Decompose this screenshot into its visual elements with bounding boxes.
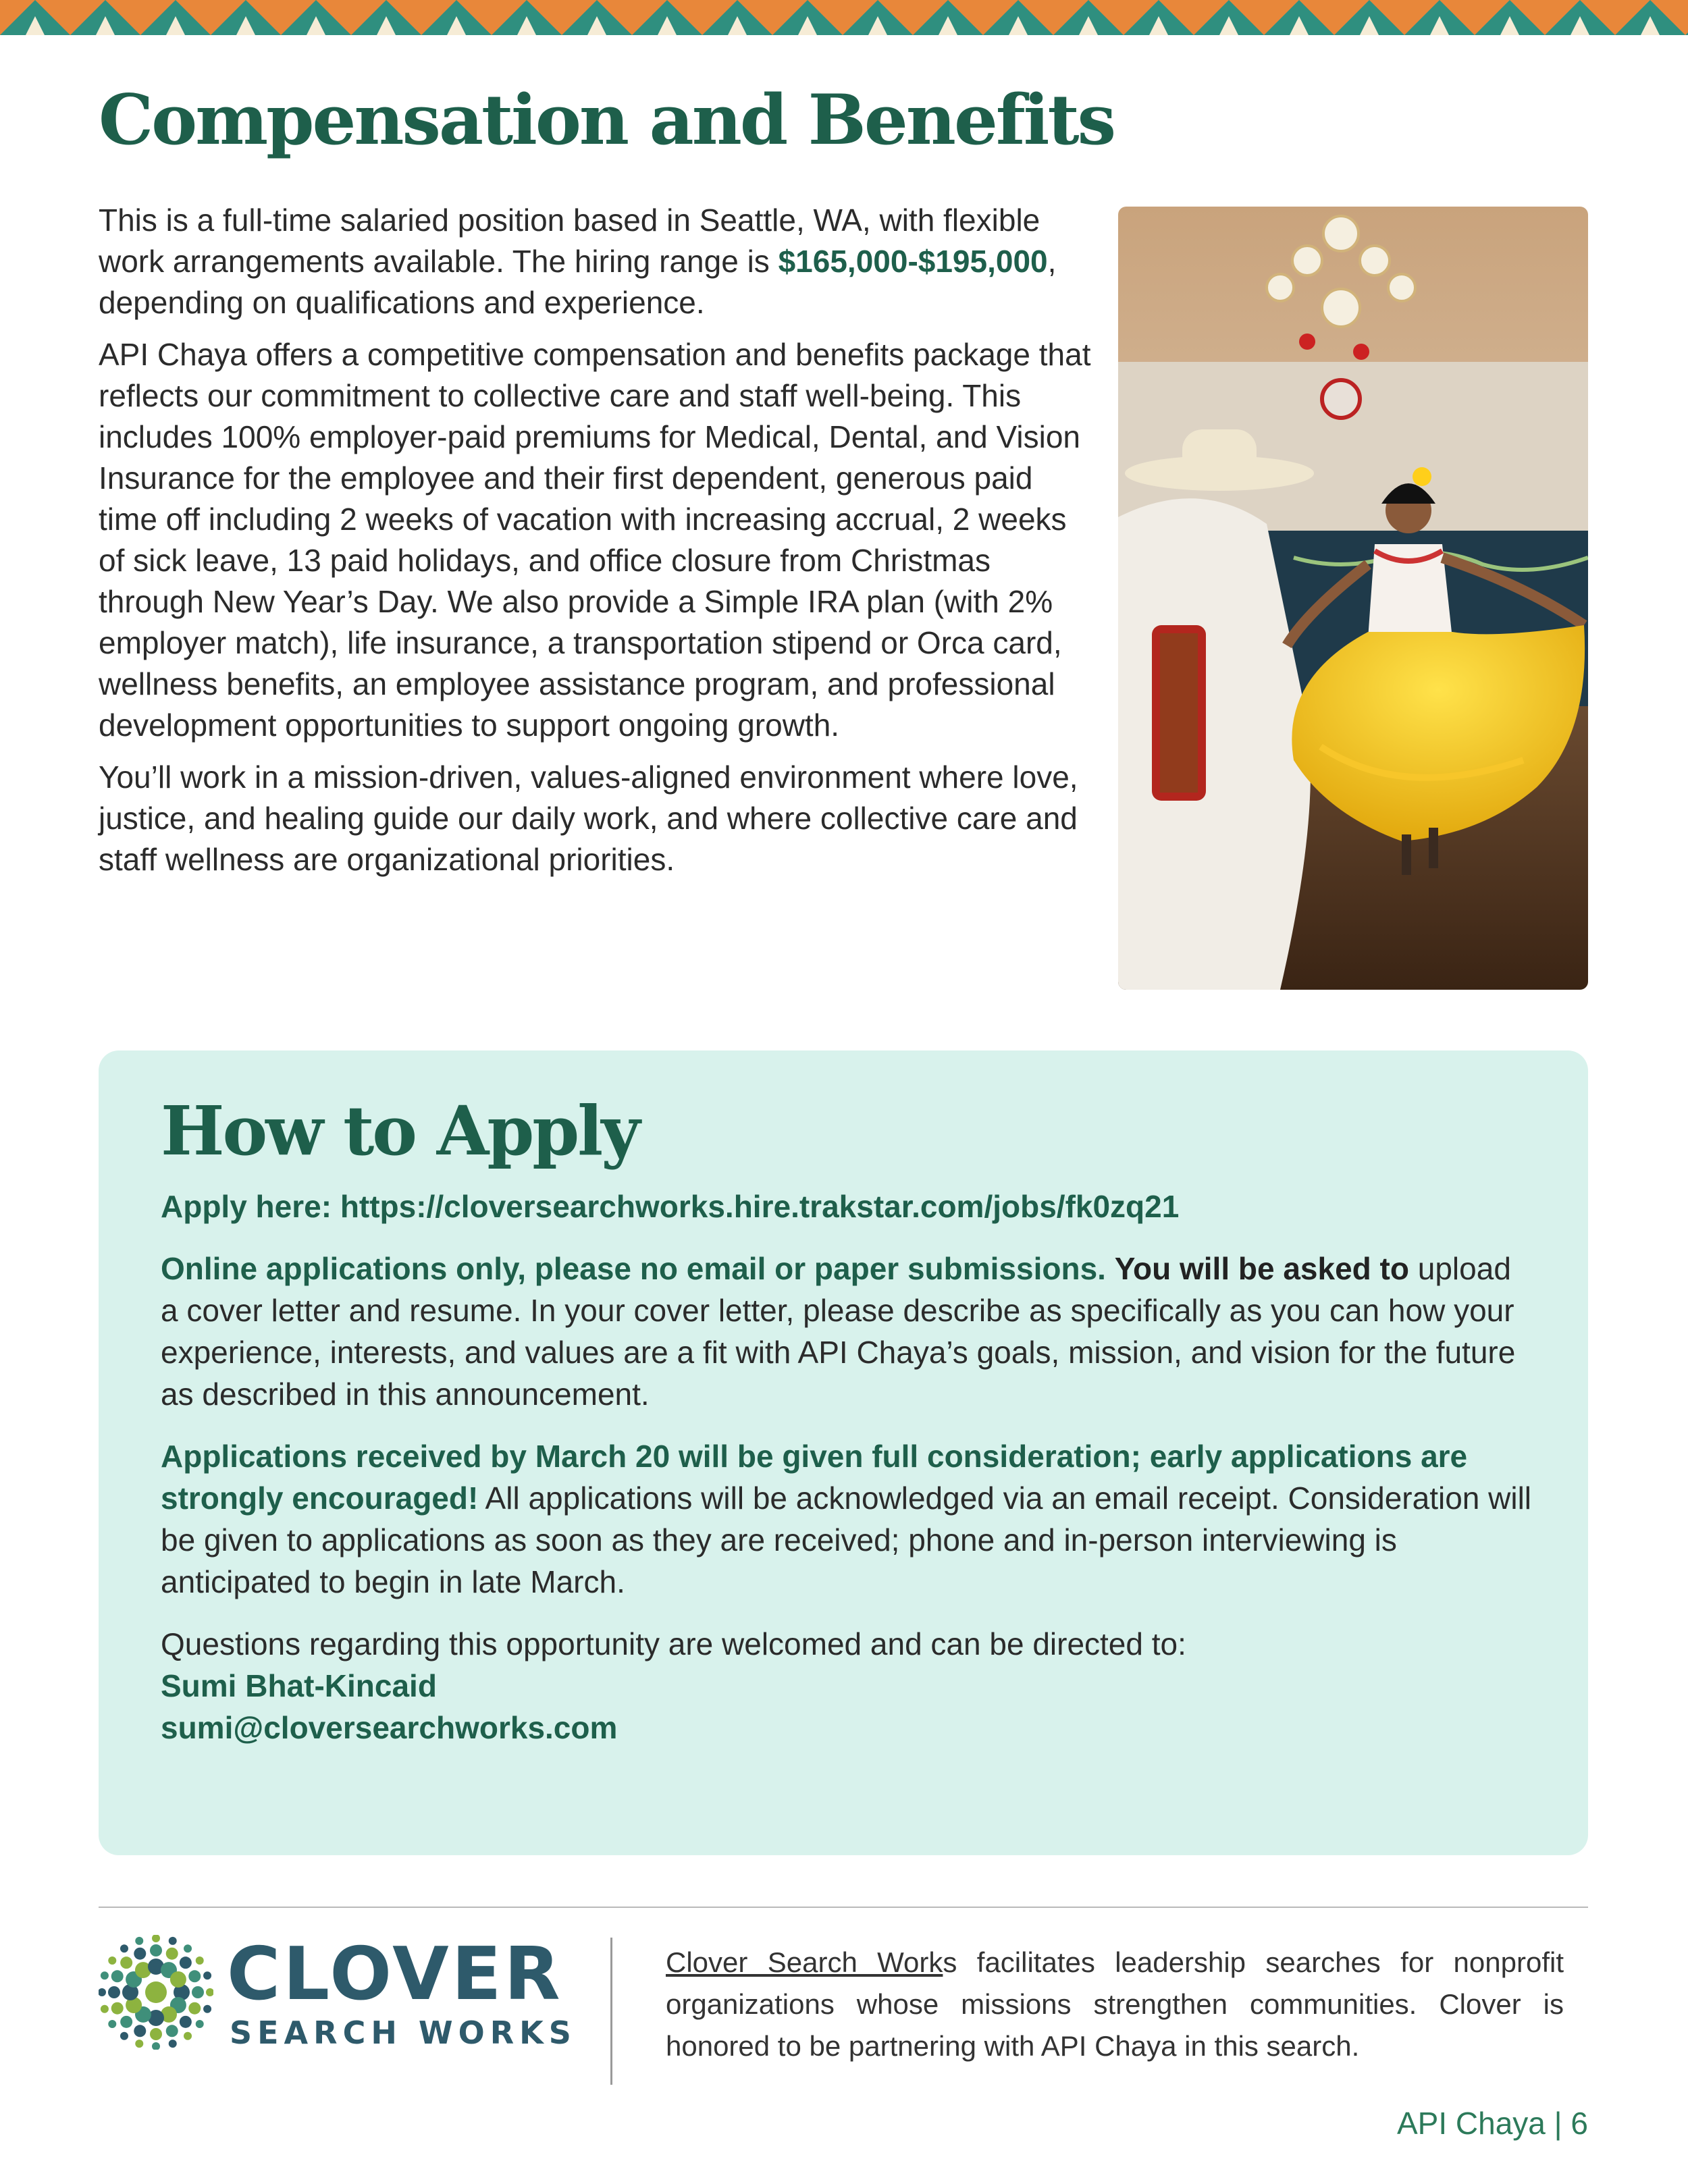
compensation-paragraph-1: This is a full-time salaried position based in Seattle, WA, with flexible work arrangements available. The hiring range is $165,000-$195,000, depending on qualifications and experience. [99, 203, 1057, 320]
compensation-paragraph-3: You’ll work in a mission-driven, values-aligned environment where love, justice, and healing guide our daily work, and where collective care and staff wellness are organizational priorities. [99, 760, 1078, 877]
apply-paragraph-2: Online applications only, please no email or paper submissions. You will be asked to upload a cover letter and resume. In your cover letter, please describe as specifically as you can how your experience, interests, and values are a fit with API Chaya’s goals, mission, and vision for the future as described in this announcement. [161, 1251, 1516, 1412]
logo-subtitle: SEARCH WORKS [230, 2015, 577, 2051]
footer-rule [99, 1907, 1588, 1908]
compensation-heading: Compensation and Benefits [99, 80, 1115, 161]
decorative-top-border [0, 0, 1688, 35]
questions-text: Questions regarding this opportunity are welcomed and can be directed to: [161, 1626, 1186, 1661]
contact-block [161, 1623, 1531, 1749]
contact-email[interactable]: sumi@cloversearchworks.com [161, 1710, 618, 1745]
hiring-range: $165,000-$195,000 [778, 244, 1048, 279]
apply-link[interactable]: Apply here: https://cloversearchworks.hire.trakstar.com/jobs/fk0zq21 [161, 1189, 1180, 1224]
dancer-photo [1118, 207, 1588, 990]
contact-name: Sumi Bhat-Kincaid [161, 1668, 437, 1703]
compensation-body [99, 200, 1098, 891]
apply-body [161, 1186, 1531, 1769]
footer-description: Clover Search Works facilitates leadership searches for nonprofit organizations whose missions strengthen communities. Clover is honored to be partnering with API Chaya in this search. [666, 1946, 1564, 2062]
clover-search-works-link[interactable]: Clover Search Work [666, 1946, 943, 1978]
clover-logo [99, 1932, 577, 2053]
compensation-paragraph-2: API Chaya offers a competitive compensation and benefits package that reflects our commitment to collective care and staff well-being. This includes 100% employer-paid premiums for Medical, Dental, and Vision Insurance for the employee and their first dependent, generous paid time off including 2 weeks of vacation with increasing accrual, 2 weeks of sick leave, 13 paid holidays, and office closure from Christmas through New Year’s Day. We also provide a Simple IRA plan (with 2% employer match), life insurance, a transportation stipend or Orca card, wellness benefits, an employee assistance program, and professional development opportunities to support ongoing growth. [99, 337, 1091, 743]
page-number: API Chaya | 6 [1397, 2106, 1588, 2141]
how-to-apply-heading: How to Apply [161, 1091, 639, 1171]
clover-flower-icon [99, 1935, 213, 2050]
how-to-apply-panel [99, 1050, 1588, 1855]
footer-divider [610, 1938, 612, 2085]
logo-word: CLOVER [227, 1932, 563, 2017]
apply-paragraph-3: Applications received by March 20 will be given full consideration; early applications are strongly encouraged! All applications will be acknowledged via an email receipt. Consideration will be given to applications as soon as they are received; phone and in-person interviewing is anticipated to begin in late March. [161, 1439, 1532, 1599]
